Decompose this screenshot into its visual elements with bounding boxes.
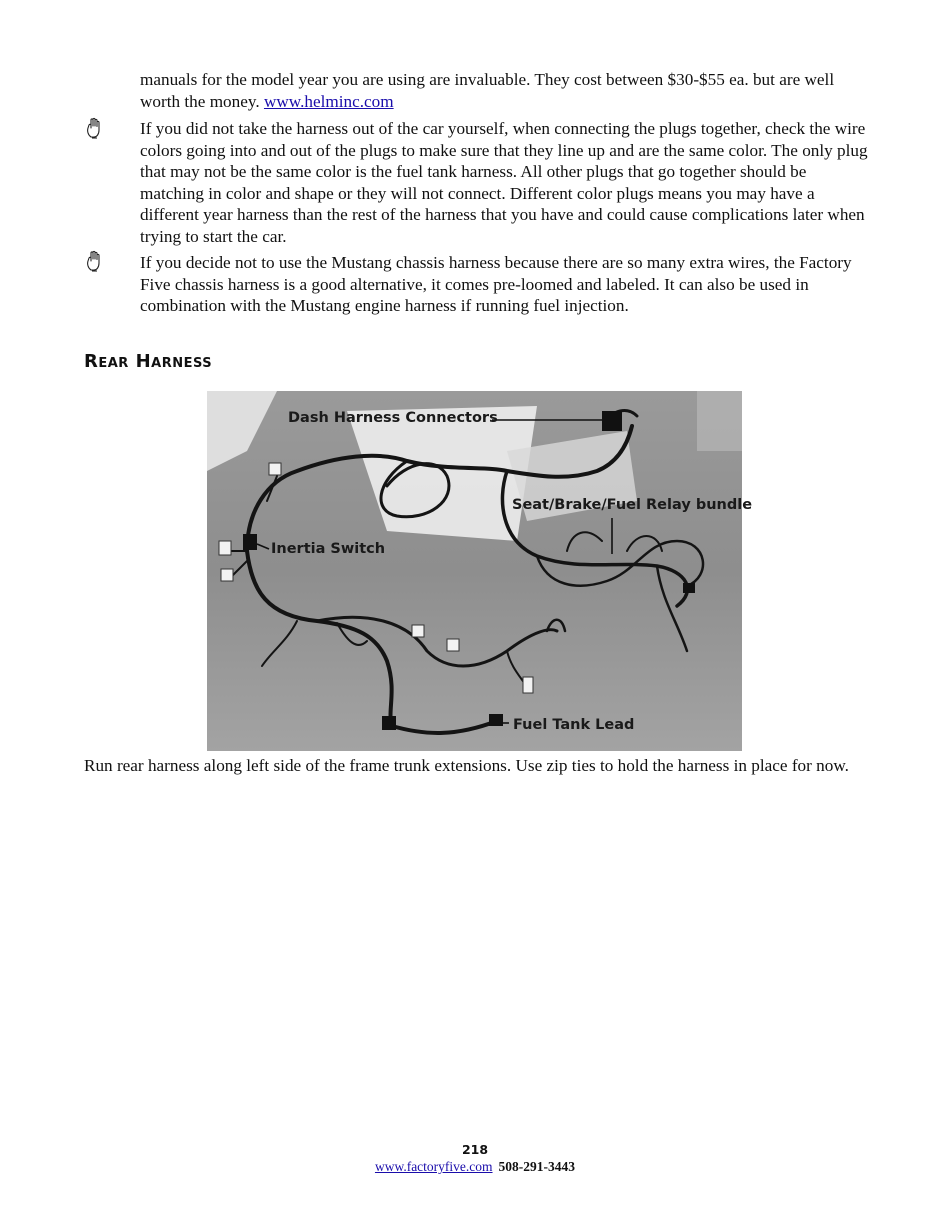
phone-number: 508-291-3443 (498, 1159, 576, 1174)
tip-paragraph-1: If you did not take the harness out of the car yourself, when connecting the plugs together, check the wire colors going into and out of the plugs to make sure that they line up and are the same color. The only plug that may not be the same color is the fuel tank harness. All other plugs that go together should be matching in color and shape or they will not connect. Different color plugs means you may have a different year harness than the rest of the harness that you have and could cause complications later when trying to start the car. (140, 119, 868, 246)
hand-pointer-icon (85, 117, 105, 139)
label-inertia-switch: Inertia Switch (271, 541, 386, 557)
rear-harness-photo (207, 391, 753, 751)
page-footer (0, 1159, 950, 1175)
intro-paragraph (140, 69, 868, 112)
hand-pointer-icon (85, 250, 105, 272)
intro-text: manuals for the model year you are using are invaluable. They cost between $30-$55 ea. but are well worth the money. (140, 70, 835, 111)
tip-paragraph-2: If you decide not to use the Mustang chassis harness because there are so many extra wires, the Factory Five chassis harness is a good alternative, it comes pre-loomed and labeled. It can also be used in combination with the Mustang engine harness if running fuel injection. (140, 253, 852, 315)
helminc-link[interactable]: www.helminc.com (263, 91, 394, 111)
label-seat-brake-fuel-relay: Seat/Brake/Fuel Relay bundle (512, 497, 753, 513)
label-fuel-tank-lead: Fuel Tank Lead (513, 717, 635, 733)
label-dash-harness-connectors: Dash Harness Connectors (288, 410, 498, 426)
photo-caption: Run rear harness along left side of the frame trunk extensions. Use zip ties to hold the harness in place for now. (84, 756, 849, 775)
harness-photo-graphic (207, 391, 742, 751)
section-heading: Rear Harness (84, 351, 213, 372)
factoryfive-link[interactable]: www.factoryfive.com (374, 1159, 493, 1174)
page-number: 218 (461, 1142, 489, 1157)
